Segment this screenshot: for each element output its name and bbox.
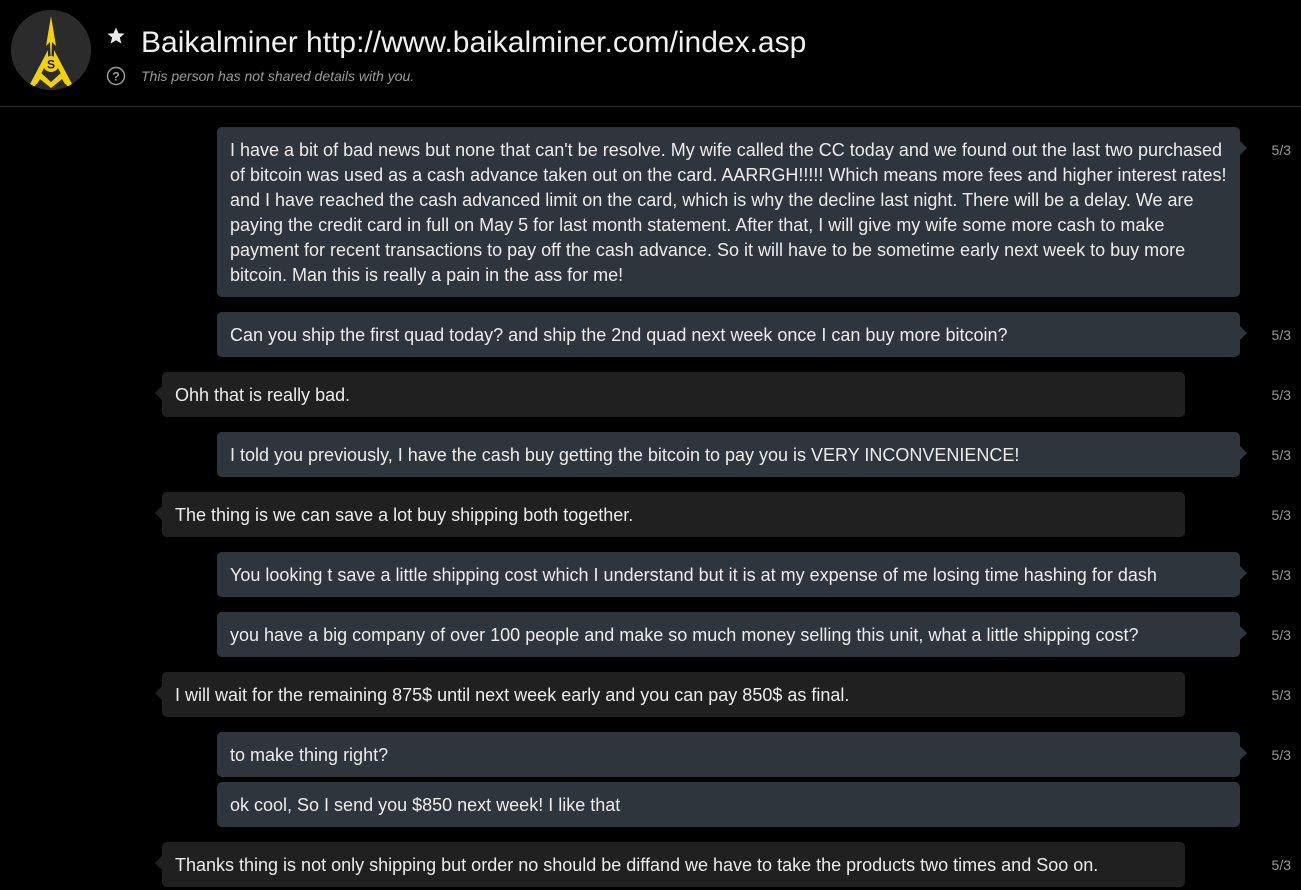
message-thread[interactable] [0, 107, 1301, 890]
outgoing-message[interactable] [217, 782, 1240, 827]
message-text: Ohh that is really bad. [175, 385, 351, 405]
message-text: to make thing right? [230, 745, 389, 765]
message-timestamp: 5/3 [1271, 387, 1291, 403]
outgoing-message[interactable] [217, 312, 1240, 357]
outgoing-message[interactable] [217, 732, 1240, 777]
message-timestamp: 5/3 [1271, 747, 1291, 763]
message-timestamp: 5/3 [1271, 687, 1291, 703]
bubble-tail [1240, 746, 1247, 760]
message-text: Thanks thing is not only shipping but order no should be diffand we have to take the products two times and Soo on. [175, 855, 1099, 875]
message-text: I will wait for the remaining 875$ until next week early and you can pay 850$ as final. [175, 685, 850, 705]
message-text: you have a big company of over 100 people and make so much money selling this unit, what a little shipping cost? [230, 625, 1139, 645]
message-timestamp: 5/3 [1271, 507, 1291, 523]
outgoing-message[interactable] [217, 432, 1240, 477]
message-timestamp: 5/3 [1271, 447, 1291, 463]
incoming-message[interactable] [162, 672, 1185, 717]
avatar[interactable] [11, 10, 91, 90]
bubble-tail [155, 386, 162, 400]
incoming-message[interactable] [162, 372, 1185, 417]
bubble-tail [155, 506, 162, 520]
miner-logo-icon [11, 10, 91, 90]
message-text: Can you ship the first quad today? and ship the 2nd quad next week once I can buy more bitcoin? [230, 325, 1008, 345]
avatar-letter: S [46, 57, 56, 72]
message-text: ok cool, So I send you $850 next week! I like that [230, 795, 621, 815]
message-text: The thing is we can save a lot buy shipping both together. [175, 505, 634, 525]
contact-details-note: This person has not shared details with you. [141, 68, 415, 84]
bubble-tail [155, 686, 162, 700]
bubble-tail [1240, 566, 1247, 580]
bubble-tail [1240, 326, 1247, 340]
message-timestamp: 5/3 [1271, 567, 1291, 583]
incoming-message[interactable] [162, 492, 1185, 537]
message-timestamp: 5/3 [1271, 857, 1291, 873]
message-timestamp: 5/3 [1271, 142, 1291, 158]
message-text: You looking t save a little shipping cost which I understand but it is at my expense of me losing time hashing for dash [230, 565, 1157, 585]
bubble-tail [1240, 626, 1247, 640]
help-question-icon[interactable] [106, 66, 126, 86]
favorite-star-icon[interactable] [106, 26, 126, 46]
message-timestamp: 5/3 [1271, 327, 1291, 343]
svg-text:?: ? [112, 69, 120, 84]
message-timestamp: 5/3 [1271, 627, 1291, 643]
incoming-message[interactable] [162, 842, 1185, 887]
bubble-tail [1240, 446, 1247, 460]
outgoing-message[interactable] [217, 127, 1240, 297]
message-text: I told you previously, I have the cash buy getting the bitcoin to pay you is VERY INCONVENIENCE! [230, 445, 1020, 465]
message-text: I have a bit of bad news but none that can't be resolve. My wife called the CC today and we found out the last two purchased of bitcoin was used as a cash advance taken out on the card. AARRGH!!!!! Which means more fees and higher interest rates! and I have reached the cash advanced limit on the card, which is why the decline last night. There will be a delay. We are paying the credit card in full on May 5 for last month statement. After that, I will give my wife some more cash to make payment for recent transactions to pay off the cash advance. So it will have to be sometime early next week to buy more bitcoin. Man this is really a pain in the ass for me! [230, 140, 1227, 285]
bubble-tail [155, 856, 162, 870]
outgoing-message[interactable] [217, 612, 1240, 657]
bubble-tail [1240, 141, 1247, 155]
outgoing-message[interactable] [217, 552, 1240, 597]
conversation-header [0, 0, 1301, 107]
conversation-title: Baikalminer http://www.baikalminer.com/index.asp [141, 26, 807, 59]
